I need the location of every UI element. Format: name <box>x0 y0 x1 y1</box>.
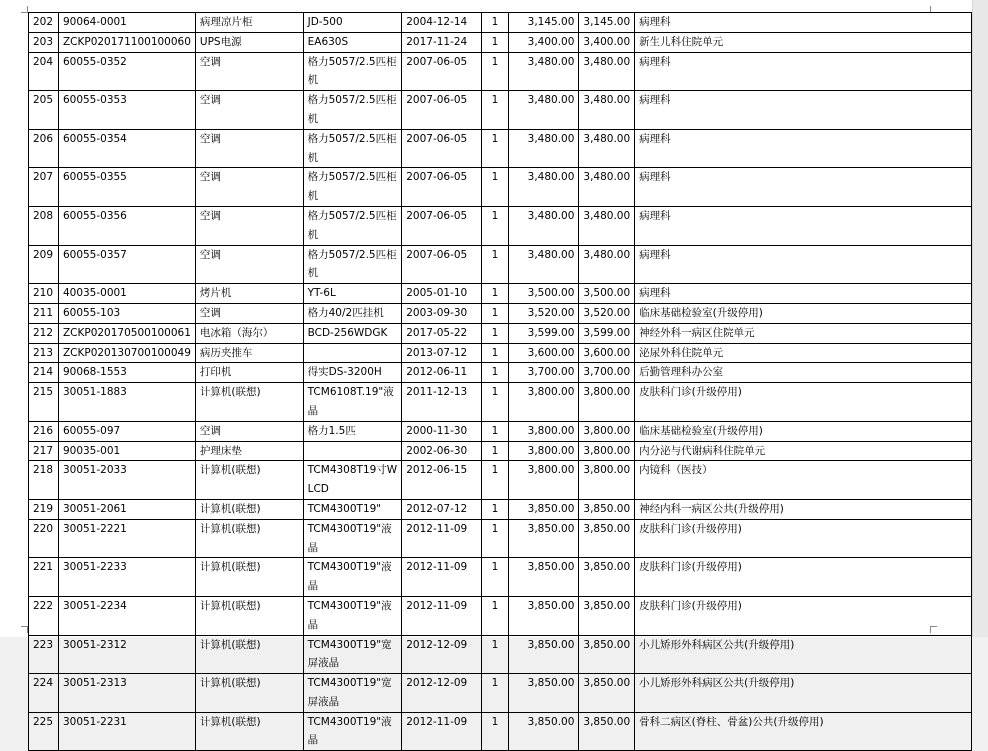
table-row <box>29 383 972 422</box>
cell-model: TCM4308T19寸WLCD <box>303 461 402 500</box>
cell-total-price: 3,850.00 <box>579 674 635 713</box>
cell-row-number: 219 <box>29 499 59 519</box>
table-row <box>29 168 972 207</box>
cell-asset-code: 60055-0354 <box>58 129 195 168</box>
cell-quantity: 1 <box>481 129 508 168</box>
cell-model: TCM4300T19"液晶 <box>303 558 402 597</box>
cell-quantity: 1 <box>481 284 508 304</box>
cell-date: 2007-06-05 <box>402 168 482 207</box>
cell-asset-code: 30051-2313 <box>58 674 195 713</box>
cell-model: 格力40/2匹挂机 <box>303 303 402 323</box>
cell-date: 2007-06-05 <box>402 91 482 130</box>
table-row <box>29 712 972 751</box>
scrollbar-track[interactable] <box>972 0 988 637</box>
cell-asset-name: 电冰箱（海尔） <box>195 323 303 343</box>
cell-model: JD-500 <box>303 13 402 33</box>
cell-quantity: 1 <box>481 461 508 500</box>
cell-quantity: 1 <box>481 596 508 635</box>
cell-row-number: 202 <box>29 13 59 33</box>
cell-date: 2007-06-05 <box>402 245 482 284</box>
cell-total-price: 3,400.00 <box>579 32 635 52</box>
cell-row-number: 208 <box>29 206 59 245</box>
cell-asset-code: 30051-2233 <box>58 558 195 597</box>
cell-asset-code: 60055-0355 <box>58 168 195 207</box>
cell-total-price: 3,800.00 <box>579 421 635 441</box>
cell-asset-name: 空调 <box>195 206 303 245</box>
cell-model: TCM6108T.19"液晶 <box>303 383 402 422</box>
cell-unit-price: 3,800.00 <box>509 441 579 461</box>
cell-quantity: 1 <box>481 383 508 422</box>
cell-unit-price: 3,850.00 <box>509 712 579 751</box>
cell-model: 格力5057/2.5匹柜机 <box>303 245 402 284</box>
corner-mark-top-left <box>21 6 28 13</box>
cell-asset-name: 病理凉片柜 <box>195 13 303 33</box>
cell-total-price: 3,145.00 <box>579 13 635 33</box>
table-row <box>29 129 972 168</box>
cell-model: BCD-256WDGK <box>303 323 402 343</box>
cell-department: 皮肤科门诊(升级停用) <box>635 519 972 558</box>
cell-unit-price: 3,850.00 <box>509 519 579 558</box>
table-body <box>29 13 972 751</box>
cell-row-number: 203 <box>29 32 59 52</box>
cell-department: 病理科 <box>635 168 972 207</box>
cell-date: 2013-07-12 <box>402 343 482 363</box>
cell-total-price: 3,800.00 <box>579 383 635 422</box>
table-row <box>29 206 972 245</box>
cell-total-price: 3,480.00 <box>579 245 635 284</box>
cell-row-number: 218 <box>29 461 59 500</box>
cell-model: 得实DS-3200H <box>303 363 402 383</box>
cell-row-number: 223 <box>29 635 59 674</box>
cell-quantity: 1 <box>481 168 508 207</box>
cell-unit-price: 3,480.00 <box>509 129 579 168</box>
cell-model: 格力5057/2.5匹柜机 <box>303 91 402 130</box>
cell-row-number: 222 <box>29 596 59 635</box>
cell-quantity: 1 <box>481 635 508 674</box>
cell-asset-name: 计算机(联想) <box>195 596 303 635</box>
cell-asset-name: 空调 <box>195 52 303 91</box>
cell-asset-code: 60055-097 <box>58 421 195 441</box>
cell-asset-name: 护理床垫 <box>195 441 303 461</box>
cell-department: 皮肤科门诊(升级停用) <box>635 383 972 422</box>
cell-department: 病理科 <box>635 13 972 33</box>
cell-date: 2000-11-30 <box>402 421 482 441</box>
cell-total-price: 3,480.00 <box>579 129 635 168</box>
table-row <box>29 245 972 284</box>
cell-unit-price: 3,480.00 <box>509 245 579 284</box>
cell-total-price: 3,800.00 <box>579 441 635 461</box>
cell-total-price: 3,800.00 <box>579 461 635 500</box>
cell-model: TCM4300T19"液晶 <box>303 596 402 635</box>
table-row <box>29 674 972 713</box>
cell-asset-name: 计算机(联想) <box>195 712 303 751</box>
cell-unit-price: 3,480.00 <box>509 206 579 245</box>
table-row <box>29 91 972 130</box>
cell-asset-code: 60055-0357 <box>58 245 195 284</box>
cell-date: 2007-06-05 <box>402 52 482 91</box>
cell-department: 后勤管理科办公室 <box>635 363 972 383</box>
cell-asset-code: 30051-2061 <box>58 499 195 519</box>
cell-row-number: 211 <box>29 303 59 323</box>
cell-department: 临床基础检验室(升级停用) <box>635 421 972 441</box>
cell-asset-code: 90035-001 <box>58 441 195 461</box>
cell-date: 2017-11-24 <box>402 32 482 52</box>
cell-asset-code: 30051-1883 <box>58 383 195 422</box>
cell-department: 病理科 <box>635 206 972 245</box>
cell-unit-price: 3,500.00 <box>509 284 579 304</box>
cell-total-price: 3,480.00 <box>579 206 635 245</box>
cell-quantity: 1 <box>481 52 508 91</box>
cell-department: 病理科 <box>635 52 972 91</box>
cell-department: 小儿矫形外科病区公共(升级停用) <box>635 674 972 713</box>
cell-row-number: 207 <box>29 168 59 207</box>
cell-model: 格力5057/2.5匹柜机 <box>303 52 402 91</box>
cell-row-number: 206 <box>29 129 59 168</box>
cell-date: 2011-12-13 <box>402 383 482 422</box>
cell-date: 2003-09-30 <box>402 303 482 323</box>
cell-row-number: 215 <box>29 383 59 422</box>
cell-row-number: 210 <box>29 284 59 304</box>
cell-quantity: 1 <box>481 558 508 597</box>
cell-total-price: 3,500.00 <box>579 284 635 304</box>
cell-department: 皮肤科门诊(升级停用) <box>635 558 972 597</box>
cell-quantity: 1 <box>481 499 508 519</box>
cell-row-number: 224 <box>29 674 59 713</box>
cell-asset-name: 打印机 <box>195 363 303 383</box>
cell-total-price: 3,600.00 <box>579 343 635 363</box>
cell-quantity: 1 <box>481 421 508 441</box>
table-row <box>29 461 972 500</box>
cell-asset-name: 计算机(联想) <box>195 674 303 713</box>
cell-total-price: 3,850.00 <box>579 635 635 674</box>
cell-department: 病理科 <box>635 129 972 168</box>
cell-unit-price: 3,850.00 <box>509 499 579 519</box>
cell-row-number: 204 <box>29 52 59 91</box>
cell-row-number: 214 <box>29 363 59 383</box>
table-row <box>29 635 972 674</box>
cell-asset-name: 空调 <box>195 91 303 130</box>
cell-unit-price: 3,520.00 <box>509 303 579 323</box>
cell-unit-price: 3,850.00 <box>509 596 579 635</box>
cell-model: 格力5057/2.5匹柜机 <box>303 168 402 207</box>
cell-quantity: 1 <box>481 363 508 383</box>
corner-mark-bottom-left <box>21 626 28 633</box>
cell-model: 格力1.5匹 <box>303 421 402 441</box>
cell-model: TCM4300T19" <box>303 499 402 519</box>
cell-asset-name: UPS电源 <box>195 32 303 52</box>
cell-total-price: 3,850.00 <box>579 499 635 519</box>
cell-unit-price: 3,850.00 <box>509 674 579 713</box>
cell-asset-name: 计算机(联想) <box>195 519 303 558</box>
cell-department: 神经外科一病区住院单元 <box>635 323 972 343</box>
table-row <box>29 284 972 304</box>
asset-inventory-table <box>28 12 972 751</box>
cell-quantity: 1 <box>481 441 508 461</box>
cell-row-number: 212 <box>29 323 59 343</box>
cell-department: 皮肤科门诊(升级停用) <box>635 596 972 635</box>
cell-asset-code: 30051-2231 <box>58 712 195 751</box>
cell-total-price: 3,850.00 <box>579 558 635 597</box>
cell-model: EA630S <box>303 32 402 52</box>
table-row <box>29 13 972 33</box>
cell-quantity: 1 <box>481 91 508 130</box>
cell-total-price: 3,480.00 <box>579 91 635 130</box>
cell-row-number: 209 <box>29 245 59 284</box>
cell-model: 格力5057/2.5匹柜机 <box>303 129 402 168</box>
cell-asset-name: 计算机(联想) <box>195 558 303 597</box>
cell-asset-name: 空调 <box>195 303 303 323</box>
cell-department: 骨科二病区(脊柱、骨盆)公共(升级停用) <box>635 712 972 751</box>
table-row <box>29 558 972 597</box>
cell-total-price: 3,480.00 <box>579 52 635 91</box>
table-row <box>29 596 972 635</box>
cell-date: 2017-05-22 <box>402 323 482 343</box>
cell-unit-price: 3,480.00 <box>509 91 579 130</box>
cell-department: 新生儿科住院单元 <box>635 32 972 52</box>
table-row <box>29 343 972 363</box>
cell-quantity: 1 <box>481 343 508 363</box>
cell-total-price: 3,480.00 <box>579 168 635 207</box>
cell-asset-code: 30051-2221 <box>58 519 195 558</box>
cell-unit-price: 3,480.00 <box>509 52 579 91</box>
cell-quantity: 1 <box>481 32 508 52</box>
cell-asset-code: ZCKP020171100100060 <box>58 32 195 52</box>
cell-row-number: 220 <box>29 519 59 558</box>
cell-asset-code: ZCKP020130700100049 <box>58 343 195 363</box>
cell-total-price: 3,850.00 <box>579 712 635 751</box>
cell-date: 2012-06-11 <box>402 363 482 383</box>
cell-quantity: 1 <box>481 712 508 751</box>
cell-date: 2012-12-09 <box>402 674 482 713</box>
cell-quantity: 1 <box>481 519 508 558</box>
cell-department: 泌尿外科住院单元 <box>635 343 972 363</box>
cell-date: 2002-06-30 <box>402 441 482 461</box>
cell-asset-code: 60055-103 <box>58 303 195 323</box>
table-row <box>29 323 972 343</box>
cell-row-number: 225 <box>29 712 59 751</box>
cell-department: 病理科 <box>635 284 972 304</box>
cell-asset-code: 30051-2033 <box>58 461 195 500</box>
cell-row-number: 217 <box>29 441 59 461</box>
table-row <box>29 421 972 441</box>
cell-unit-price: 3,800.00 <box>509 383 579 422</box>
cell-asset-name: 空调 <box>195 168 303 207</box>
cell-date: 2012-12-09 <box>402 635 482 674</box>
cell-unit-price: 3,700.00 <box>509 363 579 383</box>
cell-quantity: 1 <box>481 13 508 33</box>
table-row <box>29 303 972 323</box>
cell-asset-name: 烤片机 <box>195 284 303 304</box>
cell-unit-price: 3,800.00 <box>509 421 579 441</box>
cell-quantity: 1 <box>481 674 508 713</box>
cell-total-price: 3,520.00 <box>579 303 635 323</box>
cell-department: 临床基础检验室(升级停用) <box>635 303 972 323</box>
cell-asset-name: 空调 <box>195 245 303 284</box>
table-row <box>29 32 972 52</box>
cell-model: 格力5057/2.5匹柜机 <box>303 206 402 245</box>
table-row <box>29 52 972 91</box>
cell-date: 2012-11-09 <box>402 712 482 751</box>
cell-total-price: 3,700.00 <box>579 363 635 383</box>
cell-date: 2007-06-05 <box>402 206 482 245</box>
cell-asset-name: 计算机(联想) <box>195 383 303 422</box>
table-row <box>29 519 972 558</box>
cell-date: 2012-11-09 <box>402 558 482 597</box>
cell-date: 2012-06-15 <box>402 461 482 500</box>
cell-asset-code: 60055-0352 <box>58 52 195 91</box>
cell-asset-name: 计算机(联想) <box>195 635 303 674</box>
cell-quantity: 1 <box>481 245 508 284</box>
cell-date: 2012-11-09 <box>402 519 482 558</box>
cell-unit-price: 3,600.00 <box>509 343 579 363</box>
cell-department: 小儿矫形外科病区公共(升级停用) <box>635 635 972 674</box>
cell-department: 内分泌与代谢病科住院单元 <box>635 441 972 461</box>
cell-department: 内镜科（医技） <box>635 461 972 500</box>
cell-asset-code: 60055-0356 <box>58 206 195 245</box>
table-row <box>29 363 972 383</box>
cell-date: 2005-01-10 <box>402 284 482 304</box>
cell-model: TCM4300T19"宽屏液晶 <box>303 674 402 713</box>
cell-unit-price: 3,145.00 <box>509 13 579 33</box>
table-row <box>29 441 972 461</box>
cell-asset-code: 90064-0001 <box>58 13 195 33</box>
cell-row-number: 213 <box>29 343 59 363</box>
cell-model <box>303 441 402 461</box>
cell-row-number: 216 <box>29 421 59 441</box>
cell-row-number: 205 <box>29 91 59 130</box>
cell-asset-code: 30051-2234 <box>58 596 195 635</box>
cell-model: YT-6L <box>303 284 402 304</box>
cell-date: 2004-12-14 <box>402 13 482 33</box>
cell-total-price: 3,599.00 <box>579 323 635 343</box>
cell-asset-name: 空调 <box>195 421 303 441</box>
cell-asset-name: 病历夹推车 <box>195 343 303 363</box>
cell-department: 病理科 <box>635 245 972 284</box>
cell-department: 神经内科一病区公共(升级停用) <box>635 499 972 519</box>
cell-asset-code: 60055-0353 <box>58 91 195 130</box>
cell-quantity: 1 <box>481 323 508 343</box>
cell-asset-name: 空调 <box>195 129 303 168</box>
cell-unit-price: 3,800.00 <box>509 461 579 500</box>
cell-model <box>303 343 402 363</box>
table-row <box>29 499 972 519</box>
cell-unit-price: 3,850.00 <box>509 558 579 597</box>
cell-date: 2012-11-09 <box>402 596 482 635</box>
cell-date: 2012-07-12 <box>402 499 482 519</box>
cell-unit-price: 3,599.00 <box>509 323 579 343</box>
cell-unit-price: 3,400.00 <box>509 32 579 52</box>
cell-model: TCM4300T19"宽屏液晶 <box>303 635 402 674</box>
cell-asset-code: 90068-1553 <box>58 363 195 383</box>
cell-asset-code: ZCKP020170500100061 <box>58 323 195 343</box>
cell-unit-price: 3,480.00 <box>509 168 579 207</box>
cell-quantity: 1 <box>481 206 508 245</box>
cell-asset-name: 计算机(联想) <box>195 499 303 519</box>
cell-model: TCM4300T19"液晶 <box>303 712 402 751</box>
cell-unit-price: 3,850.00 <box>509 635 579 674</box>
cell-quantity: 1 <box>481 303 508 323</box>
cell-asset-name: 计算机(联想) <box>195 461 303 500</box>
cell-row-number: 221 <box>29 558 59 597</box>
cell-date: 2007-06-05 <box>402 129 482 168</box>
cell-asset-code: 30051-2312 <box>58 635 195 674</box>
cell-model: TCM4300T19"液晶 <box>303 519 402 558</box>
cell-total-price: 3,850.00 <box>579 596 635 635</box>
cell-department: 病理科 <box>635 91 972 130</box>
cell-total-price: 3,850.00 <box>579 519 635 558</box>
cell-asset-code: 40035-0001 <box>58 284 195 304</box>
